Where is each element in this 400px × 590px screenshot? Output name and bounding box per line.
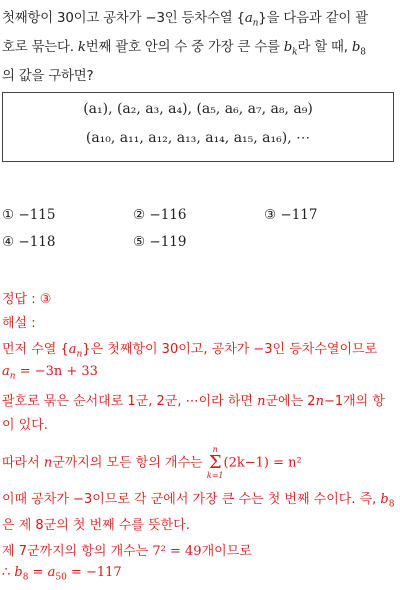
choice-4[interactable]: ④ −118 [2,234,56,250]
explanation-heading: 해설 : [2,316,36,331]
explanation-line-1: 먼저 수열 $\{a_n\}$은 첫째항이 30이고, 공차가 −3인 등차수열이므로 [2,342,378,360]
choice-5[interactable]: ⑤ −119 [133,234,187,250]
correct-answer: 정답 : ③ [2,292,52,307]
explanation-line-7: 은 제 8군의 첫 번째 수를 뜻한다. [2,518,190,533]
grouping-row-1: (a₁), (a₂, a₃, a₄), (a₅, a₆, a₇, a₈, a₉) [83,101,313,117]
question-line-2: 호로 묶는다. k번째 괄호 안의 수 중 가장 큰 수를 $b_k$라 할 때, $b_8$ [2,40,366,58]
explanation-line-4: 이 있다. [2,418,48,433]
choice-1[interactable]: ① −115 [2,207,56,223]
explanation-line-3: 괄호로 묶은 순서대로 1군, 2군, ⋯이라 하면 n군에는 2n−1개의 항 [2,394,385,409]
explanation-line-9: ∴ $b_8 = a_{50} = -117$ [2,565,122,583]
explanation-line-8: 제 7군까지의 항의 개수는 7² = 49개이므로 [2,544,252,559]
explanation-line-2: $a_n = -3n + 33$ [2,364,98,382]
question-text [2,4,398,91]
question-line-1: 첫째항이 30이고 공차가 −3인 등차수열 $\{a_n\}$을 다음과 같이 괄 [2,11,368,29]
summation-symbol: n Σ k=1 [206,445,224,480]
choice-2[interactable]: ② −116 [133,207,187,223]
explanation-line-6: 이때 공차가 −3이므로 각 군에서 가장 큰 수는 첫 번째 수이다. 즉, $b_8$ [2,492,395,510]
question-line-3: 의 값을 구하면? [2,69,94,84]
grouping-box [2,92,394,162]
explanation-line-5: 따라서 n군까지의 모든 항의 개수는 n Σ k=1 (2k−1) = n² [2,445,302,480]
choice-3[interactable]: ③ −117 [264,207,318,223]
grouping-row-2: (a₁₀, a₁₁, a₁₂, a₁₃, a₁₄, a₁₅, a₁₆), ⋯ [85,130,311,146]
